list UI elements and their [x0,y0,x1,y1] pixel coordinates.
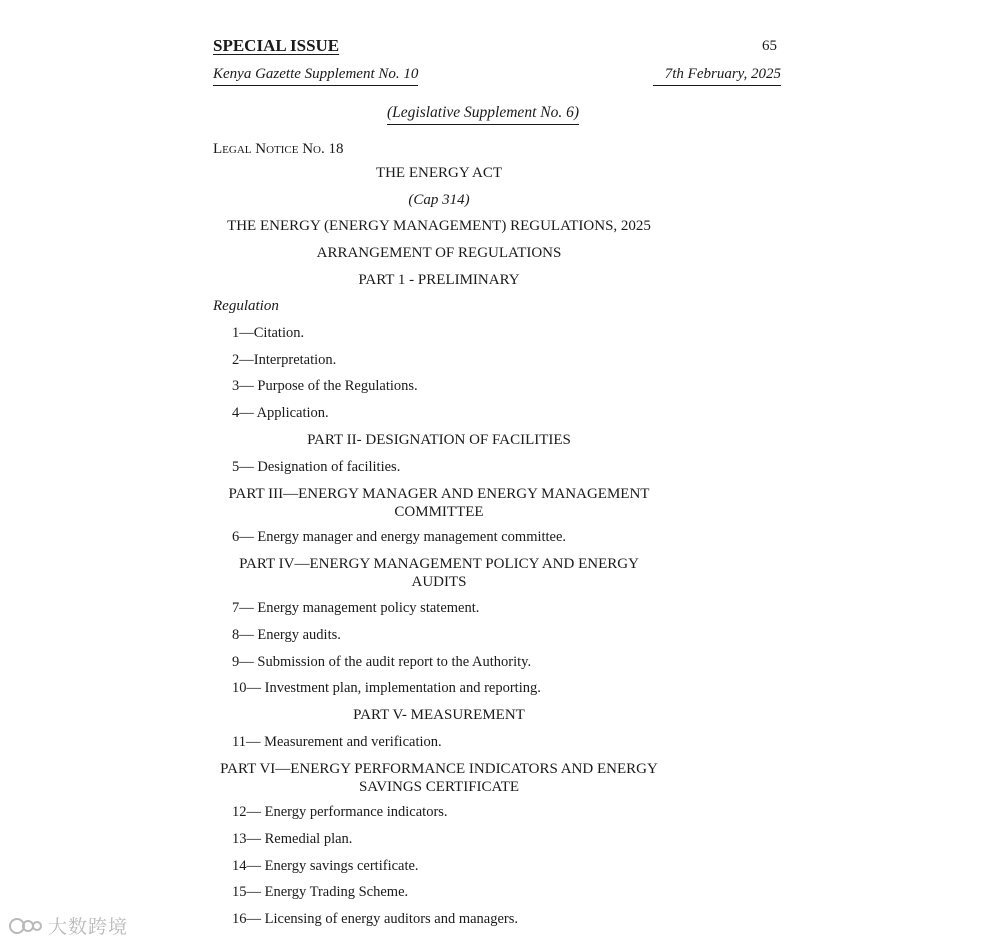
gazette-supplement: Kenya Gazette Supplement No. 10 [213,66,418,86]
list-item: 9— Submission of the audit report to the Authority. [232,654,532,670]
special-issue-heading: SPECIAL ISSUE [213,36,340,55]
legal-notice-number: Legal Notice No. 18 [213,141,344,157]
part-heading: PART VI—ENERGY PERFORMANCE INDICATORS AND ENERGY SAVINGS CERTIFICATE [220,761,658,795]
part-heading: PART 1 - PRELIMINARY [358,272,520,288]
part-heading: PART II- DESIGNATION OF FACILITIES [307,432,571,448]
list-item: 2—Interpretation. [232,352,337,368]
page-number: 65 [762,38,777,54]
list-item: 5— Designation of facilities. [232,459,401,475]
part-heading: PART IV—ENERGY MANAGEMENT POLICY AND ENERGY AUDITS [239,556,639,590]
list-item: 14— Energy savings certificate. [232,858,419,874]
watermark-logo-icon [8,915,44,937]
list-item: 11— Measurement and verification. [232,734,442,750]
list-item: 8— Energy audits. [232,627,341,643]
list-item: 1—Citation. [232,325,305,341]
part-heading: PART V- MEASUREMENT [353,707,525,723]
list-item: 15— Energy Trading Scheme. [232,884,409,900]
list-item: 12— Energy performance indicators. [232,804,448,820]
list-item: 13— Remedial plan. [232,831,353,847]
list-item: 7— Energy management policy statement. [232,600,480,616]
cap-reference: (Cap 314) [408,192,470,208]
regulation-label: Regulation [213,298,279,314]
arrangement-heading: ARRANGEMENT OF REGULATIONS [316,245,562,261]
watermark-text: 大数跨境 [48,916,129,938]
part-heading: PART III—ENERGY MANAGER AND ENERGY MANAGEMENT COMMITTEE [228,486,650,520]
list-item: 16— Licensing of energy auditors and managers. [232,911,519,927]
list-item: 6— Energy manager and energy management committee. [232,529,567,545]
watermark [8,912,128,939]
list-item: 3— Purpose of the Regulations. [232,378,418,394]
regulations-title: THE ENERGY (ENERGY MANAGEMENT) REGULATIONS, 2025 [227,218,651,234]
publication-date: 7th February, 2025 [653,66,781,86]
act-title: THE ENERGY ACT [375,165,503,181]
list-item: 10— Investment plan, implementation and reporting. [232,680,541,696]
legislative-supplement: (Legislative Supplement No. 6) [387,104,579,125]
list-item: 4— Application. [232,405,329,421]
